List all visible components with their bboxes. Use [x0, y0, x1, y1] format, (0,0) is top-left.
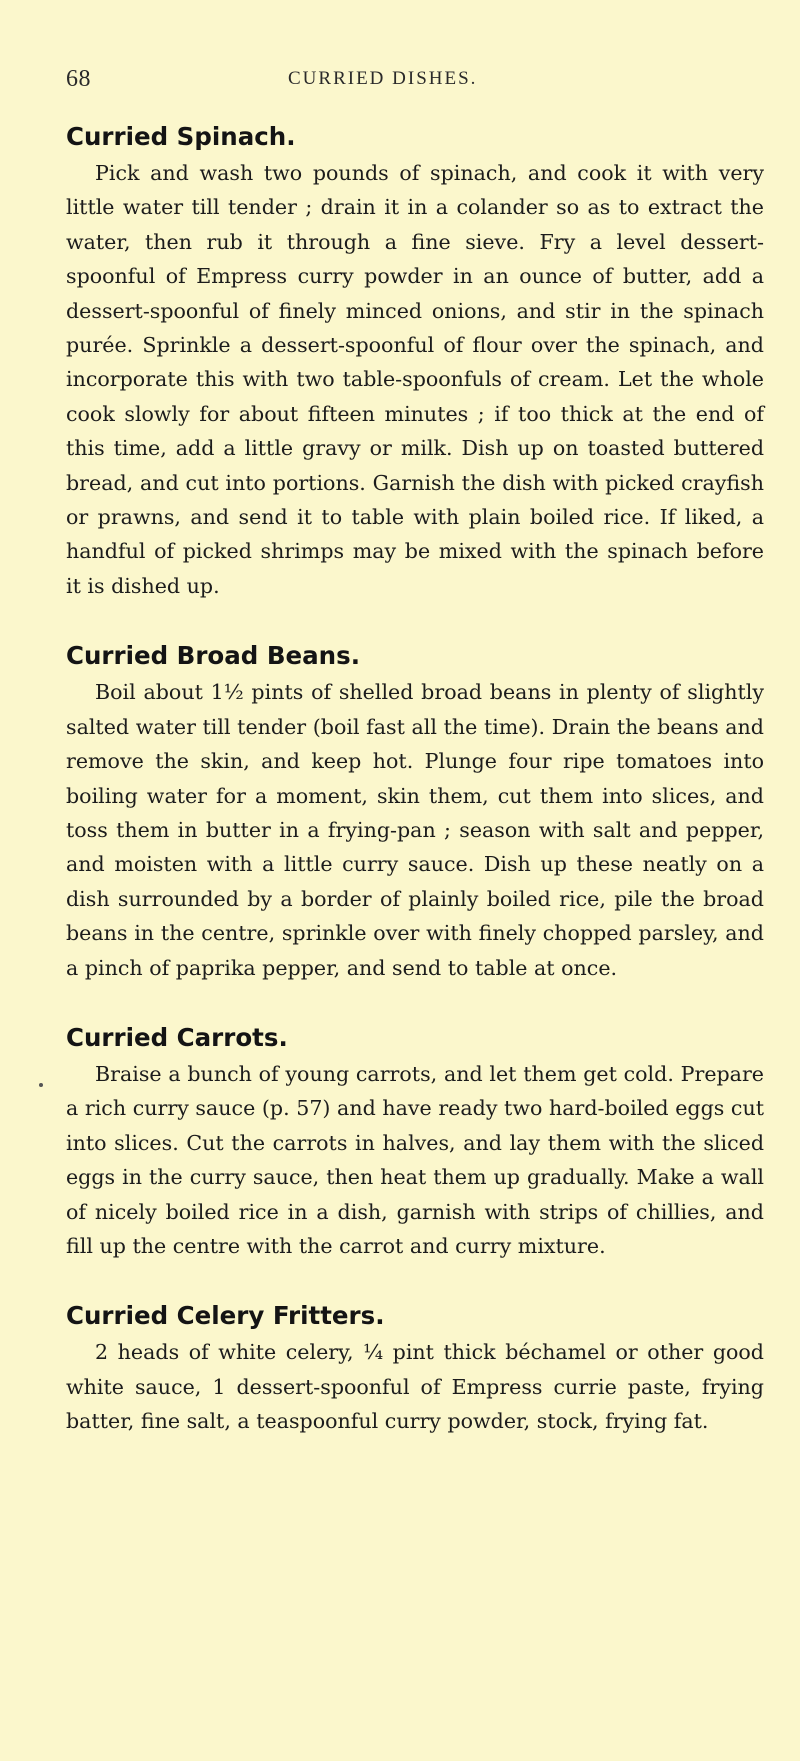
running-title: CURRIED DISHES. — [288, 68, 478, 89]
print-speck — [39, 1083, 43, 1087]
recipe-body: Pick and wash two pounds of spinach, and cook it with very little water till tender ; drain it in a colander so as to extract the water, then rub it through a fine sieve. Fry a level dessert-spoonful of Empress curry powder in an ounce of butter, add a dessert-spoonful of finely minced onions, and stir in the spinach purée. Sprinkle a dessert-spoonful of flour over the spinach, and incorporate this with two table-spoonfuls of cream. Let the whole cook slowly for about fifteen minutes ; if too thick at the end of this time, add a little gravy or milk. Dish up on toasted buttered bread, and cut into portions. Garnish the dish with picked crayfish or prawns, and send it to table with plain boiled rice. If liked, a handful of picked shrimps may be mixed with the spinach before it is dished up. — [66, 161, 764, 598]
recipe-title: Curried Celery Fritters. — [66, 1301, 385, 1331]
recipe-title: Curried Broad Beans. — [66, 641, 361, 671]
running-head — [66, 66, 766, 100]
recipe-curried-spinach — [66, 120, 764, 603]
recipe-curried-carrots — [66, 1021, 764, 1263]
recipe-curried-broad-beans — [66, 639, 764, 985]
recipe-title: Curried Carrots. — [66, 1022, 288, 1052]
page-content — [66, 120, 764, 1439]
recipe-body: Boil about 1½ pints of shelled broad beans in plenty of slightly salted water till tender (boil fast all the time). Drain the beans and remove the skin, and keep hot. Plunge four ripe tomatoes into boiling water for a moment, skin them, cut them into slices, and toss them in butter in a frying-pan ; season with salt and pepper, and moisten with a little curry sauce. Dish up these neatly on a dish surrounded by a border of plainly boiled rice, pile the broad beans in the centre, sprinkle over with finely chopped parsley, and a pinch of paprika pepper, and send to table at once. — [66, 680, 764, 980]
section-gap — [66, 603, 764, 639]
section-gap — [66, 985, 764, 1021]
recipe-curried-celery-fritters — [66, 1299, 764, 1438]
recipe-title: Curried Spinach. — [66, 122, 296, 151]
recipe-body: 2 heads of white celery, ¼ pint thick béchamel or other good white sauce, 1 dessert-spoonful of Empress currie paste, frying batter, fine salt, a teaspoonful curry powder, stock, frying fat. — [66, 1340, 764, 1434]
page-number: 68 — [66, 66, 91, 92]
section-gap — [66, 1263, 764, 1299]
recipe-body: Braise a bunch of young carrots, and let them get cold. Prepare a rich curry sauce (p. 57) and have ready two hard-boiled eggs cut into slices. Cut the carrots in halves, and lay them with the sliced eggs in the curry sauce, then heat them up gradually. Make a wall of nicely boiled rice in a dish, garnish with strips of chillies, and fill up the centre with the carrot and curry mixture. — [66, 1061, 764, 1258]
